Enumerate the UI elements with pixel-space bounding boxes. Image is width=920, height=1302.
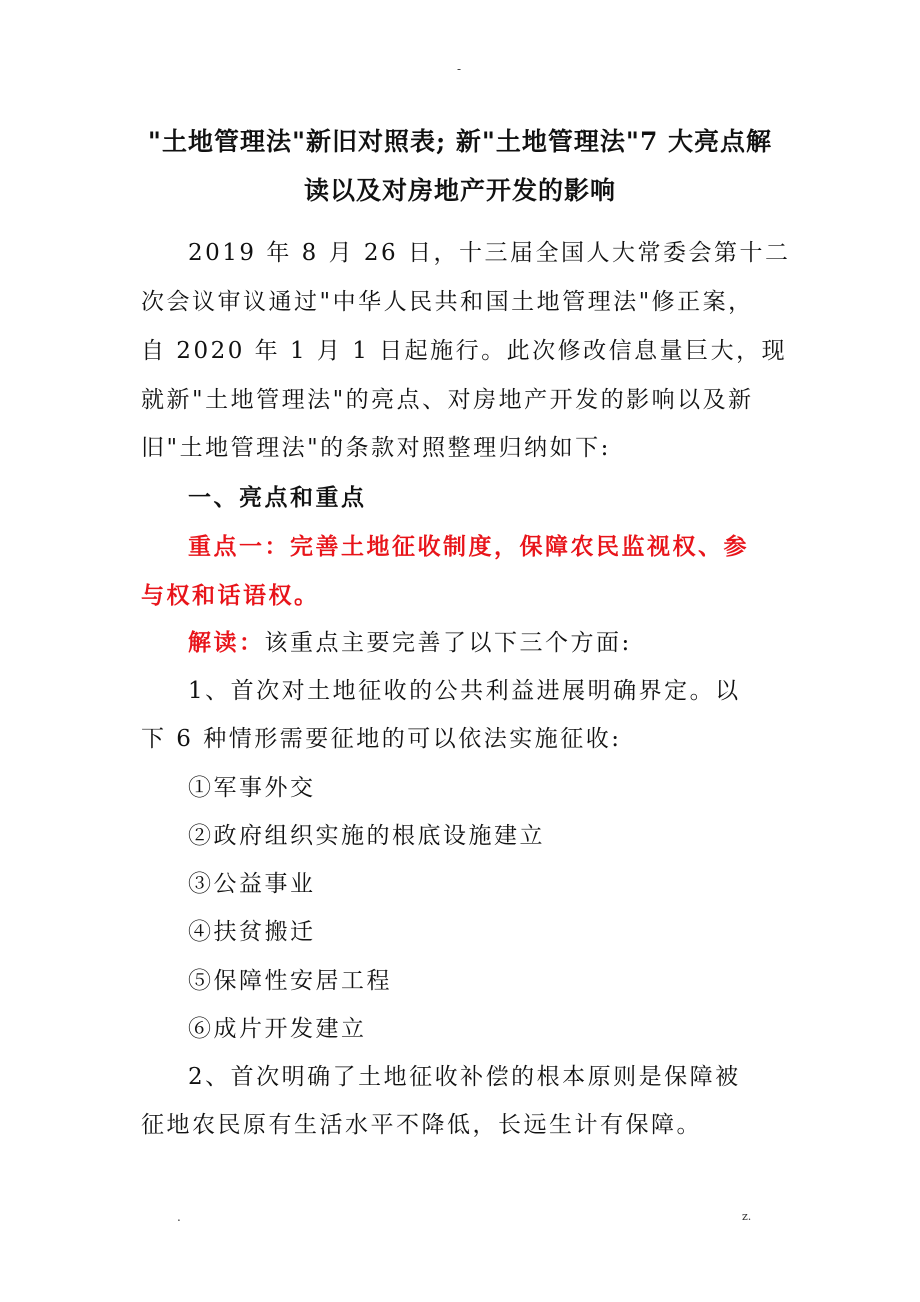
situation-item: ⑤保障性安居工程: [188, 968, 392, 994]
footer-right-marker: z.: [742, 1210, 752, 1223]
key-point-line: 重点一：完善土地征收制度，保障农民监视权、参: [188, 533, 749, 560]
intro-line: 次会议审议通过"中华人民共和国土地管理法"修正案，: [141, 289, 754, 315]
intro-line: 2019 年 8 月 26 日，十三届全国人大常委会第十二: [188, 240, 791, 266]
situation-item: ③公益事业: [188, 871, 316, 897]
situation-item: ①军事外交: [188, 775, 316, 801]
point-2-line: 征地农民原有生活水平不降低，长远生计有保障。: [141, 1112, 702, 1138]
situation-item: ⑥成片开发建立: [188, 1016, 367, 1042]
key-point-line: 与权和话语权。: [141, 582, 320, 609]
interpretation-text: 该重点主要完善了以下三个方面:: [264, 630, 632, 656]
section-heading: 一、亮点和重点: [188, 484, 367, 511]
document-title-line-1: "土地管理法"新旧对照表; 新"土地管理法"7 大亮点解: [147, 127, 773, 156]
footer-left-marker: .: [177, 1210, 181, 1224]
interpretation-label: 解读：: [188, 629, 265, 656]
interpretation-paragraph: [188, 624, 632, 657]
point-1-line: 下 6 种情形需要征地的可以依法实施征收:: [141, 726, 622, 752]
situation-item: ④扶贫搬迁: [188, 919, 316, 945]
document-title-line-2: 读以及对房地产开发的影响: [303, 176, 616, 205]
intro-line: 就新"土地管理法"的亮点、对房地产开发的影响以及新: [141, 387, 754, 413]
intro-line: 自 2020 年 1 月 1 日起施行。此次修改信息量巨大，现: [141, 338, 788, 364]
header-marker: -: [457, 62, 462, 76]
point-2-line: 2、首次明确了土地征收补偿的根本原则是保障被: [188, 1064, 741, 1090]
point-1-line: 1、首次对土地征收的公共利益进展明确界定。以: [188, 678, 741, 704]
intro-line: 旧"土地管理法"的条款对照整理归纳如下:: [141, 435, 611, 461]
situation-item: ②政府组织实施的根底设施建立: [188, 823, 545, 849]
